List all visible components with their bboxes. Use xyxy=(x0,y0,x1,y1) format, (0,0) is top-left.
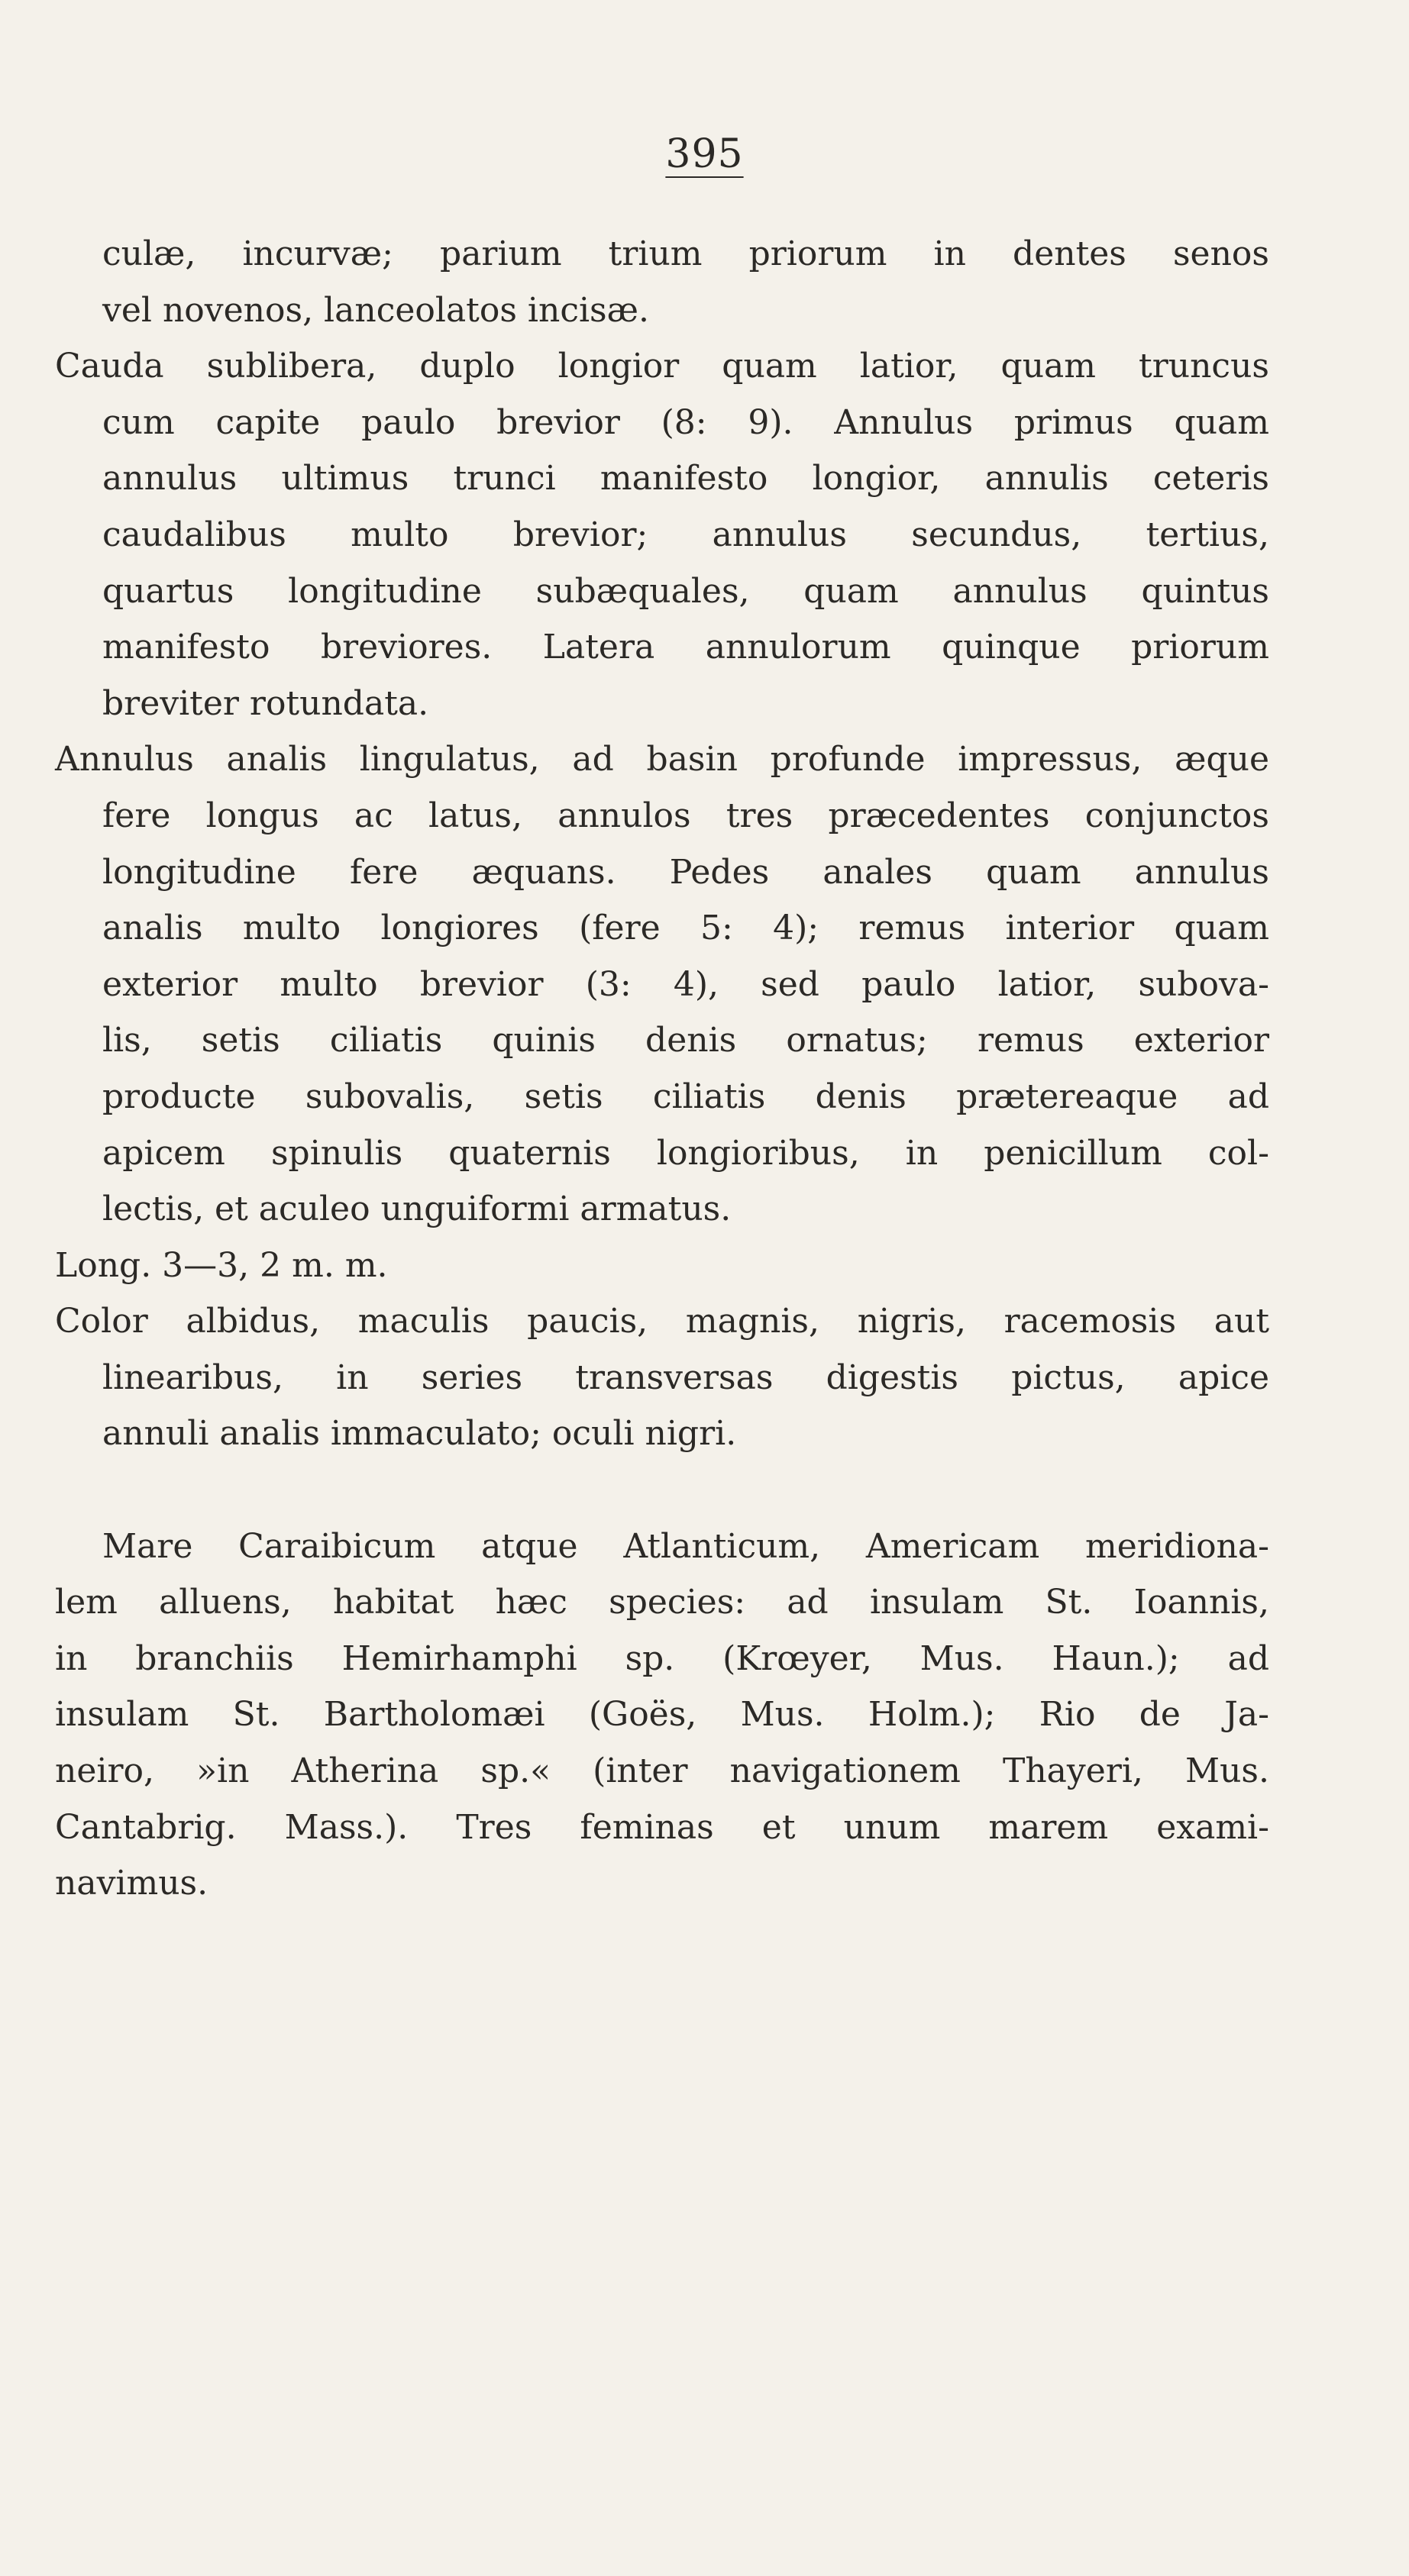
text-line: Mare Caraibicum atque Atlanticum, Americam meridiona- xyxy=(102,1526,1269,1566)
text-line: apicem spinulis quaternis longioribus, in penicillum col- xyxy=(102,1133,1269,1173)
paragraph-gap xyxy=(55,1462,1269,1519)
text-line: cum capite paulo brevior (8: 9). Annulus primus quam xyxy=(102,402,1269,442)
page-number: 395 xyxy=(665,131,744,177)
text-line: breviter rotundata. xyxy=(102,683,429,723)
text-line: analis multo longiores (fere 5: 4); remus interior quam xyxy=(102,909,1269,948)
text-line: exterior multo brevior (3: 4), sed paulo latior, subova- xyxy=(102,964,1269,1004)
text-line: annulus ultimus trunci manifesto longior, annulis ceteris xyxy=(102,459,1269,499)
text-line: longitudine fere æquans. Pedes anales quam annulus xyxy=(102,852,1269,892)
text-line: quartus longitudine subæquales, quam annulus quintus xyxy=(102,571,1269,611)
text-line: manifesto breviores. Latera annulorum quinque priorum xyxy=(102,628,1269,667)
text-line: culæ, incurvæ; parium trium priorum in dentes senos xyxy=(102,234,1269,273)
text-line: insulam St. Bartholomæi (Goës, Mus. Holm.); Rio de Ja- xyxy=(55,1695,1269,1735)
text-line: linearibus, in series transversas digestis pictus, apice xyxy=(102,1357,1269,1397)
text-body xyxy=(55,226,1269,1912)
text-line: in branchiis Hemirhamphi sp. (Krœyer, Mus. Haun.); ad xyxy=(55,1638,1269,1678)
text-line: lem alluens, habitat hæc species: ad insulam St. Ioannis, xyxy=(55,1583,1269,1622)
text-line: annuli analis immaculato; oculi nigri. xyxy=(102,1414,737,1454)
text-line: Annulus analis lingulatus, ad basin profunde impressus, æque xyxy=(55,740,1269,780)
text-line: Cantabrig. Mass.). Tres feminas et unum marem exami- xyxy=(55,1807,1269,1847)
text-line: producte subovalis, setis ciliatis denis prætereaque ad xyxy=(102,1077,1269,1116)
text-line: vel novenos, lanceolatos incisæ. xyxy=(102,290,649,330)
text-line: navimus. xyxy=(55,1864,208,1903)
text-line: fere longus ac latus, annulos tres præcedentes conjunctos xyxy=(102,796,1269,835)
text-line: Cauda sublibera, duplo longior quam latior, quam truncus xyxy=(55,347,1269,386)
text-line: lectis, et aculeo unguiformi armatus. xyxy=(102,1190,732,1229)
text-line: caudalibus multo brevior; annulus secundus, tertius, xyxy=(102,515,1269,554)
text-line: Color albidus, maculis paucis, magnis, nigris, racemosis aut xyxy=(55,1302,1269,1341)
text-line: lis, setis ciliatis quinis denis ornatus; remus exterior xyxy=(102,1021,1269,1060)
text-line: neiro, »in Atherina sp.« (inter navigationem Thayeri, Mus. xyxy=(55,1751,1269,1791)
text-line: Long. 3—3, 2 m. m. xyxy=(55,1245,388,1285)
